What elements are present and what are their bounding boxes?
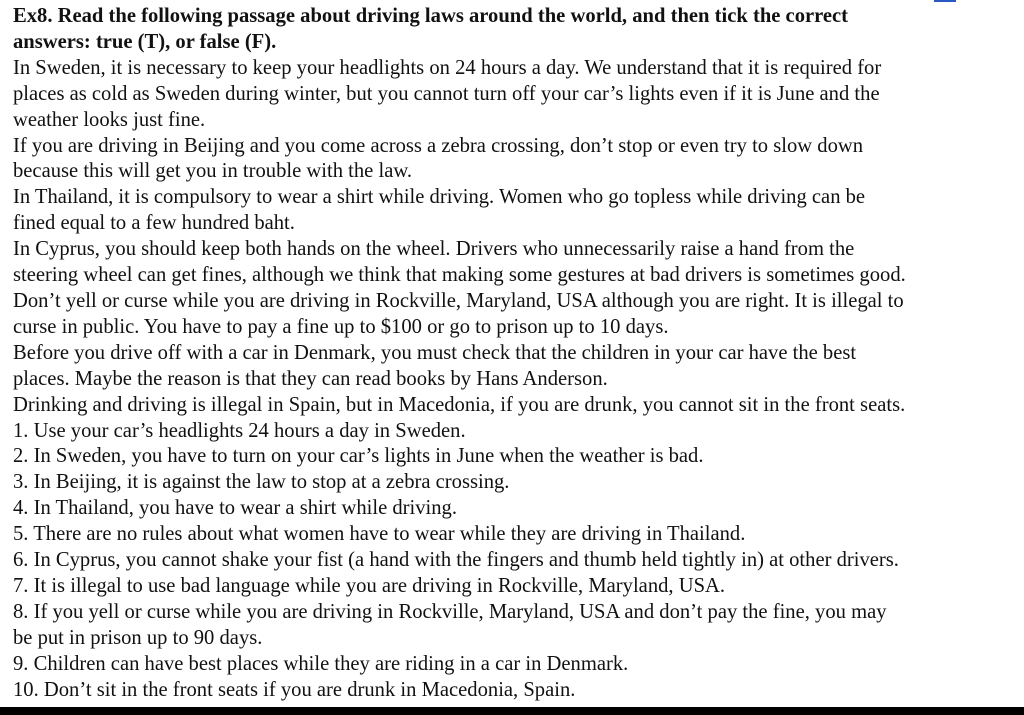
exercise-title bbox=[13, 4, 1021, 56]
passage-line: places. Maybe the reason is that they can read books by Hans Anderson. bbox=[13, 367, 608, 390]
top-edge-mark bbox=[934, 0, 956, 2]
statement-item: 9. Children can have best places while they are riding in a car in Denmark. bbox=[13, 652, 629, 675]
statement-item: 5. There are no rules about what women have to wear while they are driving in Thailand. bbox=[13, 523, 746, 546]
exercise-content bbox=[13, 4, 1021, 703]
passage-line: If you are driving in Beijing and you come across a zebra crossing, don’t stop or even try to slow down bbox=[13, 134, 864, 157]
passage bbox=[13, 56, 1021, 419]
statement-item: 1. Use your car’s headlights 24 hours a day in Sweden. bbox=[13, 419, 466, 442]
passage-line: curse in public. You have to pay a fine up to $100 or go to prison up to 10 days. bbox=[13, 315, 669, 338]
passage-line: because this will get you in trouble with the law. bbox=[13, 160, 413, 183]
statement-item-continued: be put in prison up to 90 days. bbox=[13, 626, 263, 649]
statement-item: 2. In Sweden, you have to turn on your car’s lights in June when the weather is bad. bbox=[13, 445, 704, 468]
passage-line: steering wheel can get fines, although we think that making some gestures at bad drivers is sometimes good. bbox=[13, 264, 906, 287]
passage-line: weather looks just fine. bbox=[13, 108, 206, 131]
statement-item: 7. It is illegal to use bad language while you are driving in Rockville, Maryland, USA. bbox=[13, 574, 726, 597]
title-line: answers: true (T), or false (F). bbox=[13, 30, 277, 53]
statement-item: 10. Don’t sit in the front seats if you are drunk in Macedonia, Spain. bbox=[13, 678, 576, 701]
passage-line: Drinking and driving is illegal in Spain, but in Macedonia, if you are drunk, you cannot sit in the front seats. bbox=[13, 393, 906, 416]
passage-line: Don’t yell or curse while you are driving in Rockville, Maryland, USA although you are right. It is illegal to bbox=[13, 289, 904, 312]
statement-item: 4. In Thailand, you have to wear a shirt while driving. bbox=[13, 497, 457, 520]
statement-item: 8. If you yell or curse while you are driving in Rockville, Maryland, USA and don’t pay the fine, you may bbox=[13, 600, 887, 623]
title-line: Ex8. Read the following passage about driving laws around the world, and then tick the correct bbox=[13, 5, 849, 27]
statement-item: 3. In Beijing, it is against the law to stop at a zebra crossing. bbox=[13, 471, 510, 494]
passage-line: fined equal to a few hundred baht. bbox=[13, 212, 295, 235]
bottom-black-bar bbox=[0, 707, 1024, 715]
passage-line: places as cold as Sweden during winter, but you cannot turn off your car’s lights even if it is June and the bbox=[13, 82, 880, 105]
passage-line: Before you drive off with a car in Denmark, you must check that the children in your car have the best bbox=[13, 341, 857, 364]
passage-line: In Cyprus, you should keep both hands on the wheel. Drivers who unnecessarily raise a hand from the bbox=[13, 238, 855, 261]
passage-line: In Sweden, it is necessary to keep your headlights on 24 hours a day. We understand that it is required for bbox=[13, 56, 882, 79]
statement-item: 6. In Cyprus, you cannot shake your fist (a hand with the fingers and thumb held tightly in) at other drivers. bbox=[13, 549, 899, 572]
statements-list bbox=[13, 419, 1021, 704]
passage-line: In Thailand, it is compulsory to wear a shirt while driving. Women who go topless while driving can be bbox=[13, 186, 866, 209]
